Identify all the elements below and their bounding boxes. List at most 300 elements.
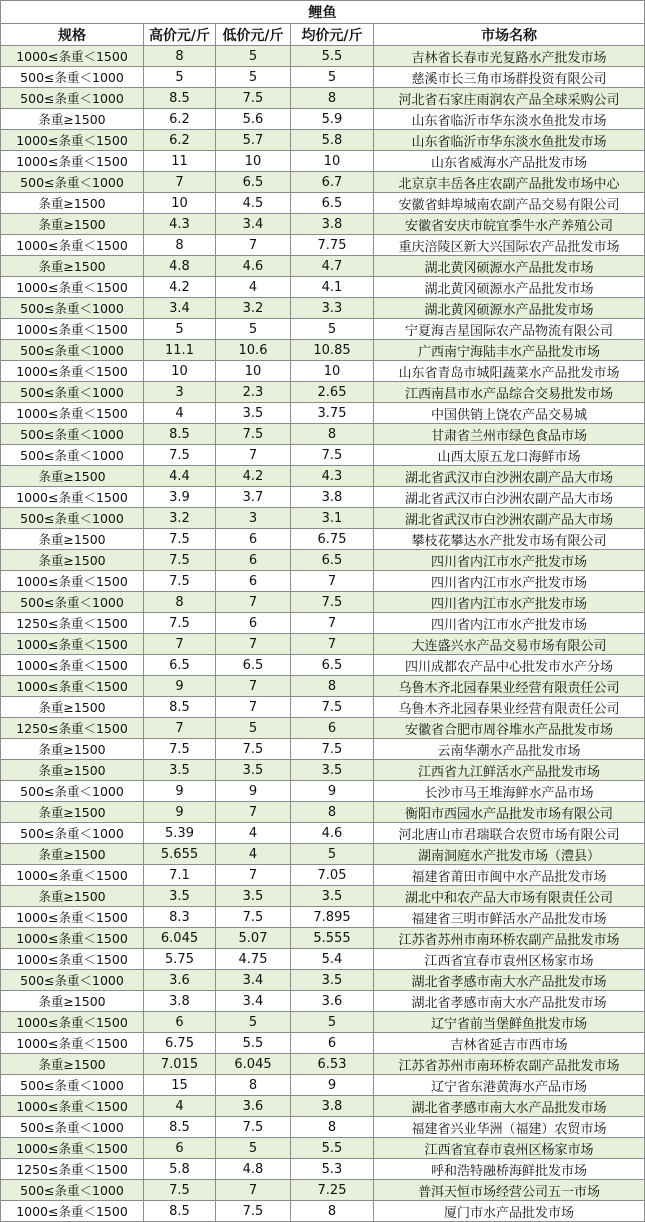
cell-low-price: 4	[216, 823, 291, 844]
cell-spec: 条重≥1500	[1, 760, 144, 781]
table-row	[1, 991, 645, 1012]
cell-high-price: 8.5	[144, 1117, 216, 1138]
cell-spec: 1000≤条重＜1500	[1, 277, 144, 298]
cell-avg-price: 4.3	[291, 466, 374, 487]
header-avg-price: 均价元/斤	[291, 24, 374, 46]
cell-high-price: 7	[144, 172, 216, 193]
cell-low-price: 10.6	[216, 340, 291, 361]
cell-high-price: 7.5	[144, 571, 216, 592]
cell-market-name: 湖北省武汉市白沙洲农副产品大市场	[374, 508, 645, 529]
table-row	[1, 613, 645, 634]
cell-market-name: 辽宁省东港黄海水产品市场	[374, 1075, 645, 1096]
cell-avg-price: 2.65	[291, 382, 374, 403]
table-row	[1, 445, 645, 466]
cell-high-price: 8	[144, 592, 216, 613]
cell-spec: 500≤条重＜1000	[1, 508, 144, 529]
cell-low-price: 3.5	[216, 760, 291, 781]
cell-spec: 1000≤条重＜1500	[1, 151, 144, 172]
cell-low-price: 4	[216, 277, 291, 298]
cell-spec: 1000≤条重＜1500	[1, 928, 144, 949]
cell-spec: 1000≤条重＜1500	[1, 676, 144, 697]
cell-market-name: 辽宁省前当堡鲜鱼批发市场	[374, 1012, 645, 1033]
cell-market-name: 衡阳市西园水产品批发市场有限公司	[374, 802, 645, 823]
table-row	[1, 844, 645, 865]
cell-low-price: 6.5	[216, 655, 291, 676]
cell-avg-price: 7	[291, 613, 374, 634]
cell-spec: 500≤条重＜1000	[1, 781, 144, 802]
cell-high-price: 9	[144, 802, 216, 823]
table-row	[1, 235, 645, 256]
cell-market-name: 江西南昌市水产品综合交易批发市场	[374, 382, 645, 403]
cell-market-name: 山东省临沂市华东淡水鱼批发市场	[374, 130, 645, 151]
cell-low-price: 5	[216, 319, 291, 340]
cell-low-price: 6.5	[216, 172, 291, 193]
cell-avg-price: 7.05	[291, 865, 374, 886]
cell-avg-price: 5.5	[291, 46, 374, 67]
cell-high-price: 4.3	[144, 214, 216, 235]
cell-high-price: 7.5	[144, 550, 216, 571]
header-spec: 规格	[1, 24, 144, 46]
cell-high-price: 6.2	[144, 109, 216, 130]
cell-spec: 500≤条重＜1000	[1, 67, 144, 88]
cell-high-price: 7.1	[144, 865, 216, 886]
cell-spec: 500≤条重＜1000	[1, 1075, 144, 1096]
cell-low-price: 5.5	[216, 1033, 291, 1054]
cell-spec: 1000≤条重＜1500	[1, 634, 144, 655]
cell-high-price: 4	[144, 1096, 216, 1117]
cell-spec: 500≤条重＜1000	[1, 1180, 144, 1201]
cell-spec: 500≤条重＜1000	[1, 445, 144, 466]
table-row	[1, 151, 645, 172]
cell-spec: 条重≥1500	[1, 466, 144, 487]
cell-high-price: 6.75	[144, 1033, 216, 1054]
table-row	[1, 718, 645, 739]
cell-market-name: 呼和浩特融桥海鲜批发市场	[374, 1159, 645, 1180]
cell-avg-price: 8	[291, 676, 374, 697]
cell-market-name: 安徽省合肥市周谷堆水产品批发市场	[374, 718, 645, 739]
cell-high-price: 5.75	[144, 949, 216, 970]
cell-avg-price: 3.8	[291, 1096, 374, 1117]
cell-high-price: 10	[144, 193, 216, 214]
table-row	[1, 319, 645, 340]
cell-spec: 1250≤条重＜1500	[1, 613, 144, 634]
table-row	[1, 1159, 645, 1180]
cell-avg-price: 3.5	[291, 886, 374, 907]
cell-avg-price: 3.1	[291, 508, 374, 529]
cell-avg-price: 5.5	[291, 1138, 374, 1159]
cell-avg-price: 6.53	[291, 1054, 374, 1075]
cell-market-name: 慈溪市长三角市场群投资有限公司	[374, 67, 645, 88]
cell-high-price: 4.8	[144, 256, 216, 277]
table-row	[1, 634, 645, 655]
table-row	[1, 508, 645, 529]
cell-high-price: 11.1	[144, 340, 216, 361]
table-row	[1, 403, 645, 424]
cell-avg-price: 6	[291, 718, 374, 739]
table-row	[1, 340, 645, 361]
cell-avg-price: 4.6	[291, 823, 374, 844]
cell-market-name: 安徽省蚌埠城南农副产品交易有限公司	[374, 193, 645, 214]
table-row	[1, 88, 645, 109]
cell-spec: 500≤条重＜1000	[1, 424, 144, 445]
cell-high-price: 7.5	[144, 445, 216, 466]
cell-high-price: 3.5	[144, 886, 216, 907]
cell-market-name: 湖北省武汉市白沙洲农副产品大市场	[374, 487, 645, 508]
cell-high-price: 3.6	[144, 970, 216, 991]
cell-high-price: 10	[144, 361, 216, 382]
cell-avg-price: 7.75	[291, 235, 374, 256]
cell-high-price: 3	[144, 382, 216, 403]
cell-low-price: 7	[216, 865, 291, 886]
cell-low-price: 5	[216, 46, 291, 67]
cell-avg-price: 9	[291, 781, 374, 802]
cell-spec: 1000≤条重＜1500	[1, 1033, 144, 1054]
cell-low-price: 7	[216, 592, 291, 613]
cell-market-name: 乌鲁木齐北园春果业经营有限责任公司	[374, 697, 645, 718]
table-row	[1, 823, 645, 844]
cell-high-price: 7.5	[144, 529, 216, 550]
cell-low-price: 3.4	[216, 214, 291, 235]
table-row	[1, 109, 645, 130]
cell-avg-price: 7	[291, 634, 374, 655]
table-title: 鲤鱼	[1, 1, 645, 24]
cell-market-name: 湖北黄冈硕源水产品批发市场	[374, 298, 645, 319]
cell-low-price: 3.4	[216, 970, 291, 991]
table-row	[1, 382, 645, 403]
cell-high-price: 7.5	[144, 1180, 216, 1201]
cell-low-price: 4	[216, 844, 291, 865]
cell-market-name: 湖北黄冈硕源水产品批发市场	[374, 277, 645, 298]
cell-avg-price: 7.5	[291, 445, 374, 466]
cell-avg-price: 8	[291, 1201, 374, 1222]
cell-high-price: 5.39	[144, 823, 216, 844]
cell-avg-price: 5.9	[291, 109, 374, 130]
table-row	[1, 298, 645, 319]
cell-spec: 条重≥1500	[1, 193, 144, 214]
cell-low-price: 3.4	[216, 991, 291, 1012]
cell-high-price: 4	[144, 403, 216, 424]
table-row	[1, 1054, 645, 1075]
cell-low-price: 6	[216, 529, 291, 550]
cell-spec: 500≤条重＜1000	[1, 340, 144, 361]
cell-avg-price: 5	[291, 319, 374, 340]
cell-market-name: 中国供销上饶农产品交易城	[374, 403, 645, 424]
cell-high-price: 8.5	[144, 1201, 216, 1222]
cell-spec: 1000≤条重＜1500	[1, 1012, 144, 1033]
cell-avg-price: 6.5	[291, 655, 374, 676]
cell-low-price: 6	[216, 550, 291, 571]
cell-avg-price: 10	[291, 151, 374, 172]
header-row	[1, 24, 645, 46]
cell-market-name: 四川成都农产品中心批发市水产分场	[374, 655, 645, 676]
table-row	[1, 676, 645, 697]
cell-high-price: 6	[144, 1012, 216, 1033]
cell-market-name: 安徽省安庆市皖宜季牛水产养殖公司	[374, 214, 645, 235]
cell-high-price: 6.5	[144, 655, 216, 676]
cell-low-price: 7.5	[216, 88, 291, 109]
header-low-price: 低价元/斤	[216, 24, 291, 46]
cell-avg-price: 3.3	[291, 298, 374, 319]
cell-avg-price: 5	[291, 67, 374, 88]
cell-spec: 1000≤条重＜1500	[1, 361, 144, 382]
cell-low-price: 2.3	[216, 382, 291, 403]
table-row	[1, 571, 645, 592]
cell-spec: 1000≤条重＜1500	[1, 319, 144, 340]
cell-market-name: 云南华潮水产品批发市场	[374, 739, 645, 760]
cell-market-name: 甘肃省兰州市绿色食品市场	[374, 424, 645, 445]
cell-avg-price: 3.8	[291, 214, 374, 235]
cell-spec: 条重≥1500	[1, 1054, 144, 1075]
cell-low-price: 7.5	[216, 1201, 291, 1222]
cell-spec: 1000≤条重＜1500	[1, 1096, 144, 1117]
cell-avg-price: 5.3	[291, 1159, 374, 1180]
cell-market-name: 湖北省孝感市南大水产品批发市场	[374, 1096, 645, 1117]
cell-spec: 500≤条重＜1000	[1, 298, 144, 319]
cell-spec: 1000≤条重＜1500	[1, 130, 144, 151]
cell-high-price: 11	[144, 151, 216, 172]
table-row	[1, 865, 645, 886]
cell-low-price: 7	[216, 235, 291, 256]
cell-high-price: 3.9	[144, 487, 216, 508]
cell-low-price: 3.5	[216, 403, 291, 424]
cell-avg-price: 3.8	[291, 487, 374, 508]
cell-low-price: 5.6	[216, 109, 291, 130]
cell-low-price: 7	[216, 1180, 291, 1201]
cell-market-name: 湖北省孝感市南大水产品批发市场	[374, 970, 645, 991]
table-row	[1, 172, 645, 193]
cell-high-price: 8.5	[144, 424, 216, 445]
table-row	[1, 1180, 645, 1201]
table-row	[1, 802, 645, 823]
cell-high-price: 3.5	[144, 760, 216, 781]
table-row	[1, 1075, 645, 1096]
cell-avg-price: 4.1	[291, 277, 374, 298]
cell-avg-price: 10.85	[291, 340, 374, 361]
cell-high-price: 7	[144, 718, 216, 739]
cell-market-name: 吉林省延吉市西市场	[374, 1033, 645, 1054]
cell-low-price: 3.6	[216, 1096, 291, 1117]
table-row	[1, 424, 645, 445]
cell-high-price: 8.5	[144, 697, 216, 718]
cell-market-name: 攀枝花攀达水产批发市场有限公司	[374, 529, 645, 550]
cell-low-price: 4.2	[216, 466, 291, 487]
cell-low-price: 4.8	[216, 1159, 291, 1180]
cell-spec: 1000≤条重＜1500	[1, 865, 144, 886]
cell-market-name: 江苏省苏州市南环桥农副产品批发市场	[374, 1054, 645, 1075]
cell-spec: 条重≥1500	[1, 886, 144, 907]
cell-market-name: 北京京丰岳各庄农副产品批发市场中心	[374, 172, 645, 193]
cell-avg-price: 5	[291, 1012, 374, 1033]
cell-high-price: 6	[144, 1138, 216, 1159]
cell-low-price: 5	[216, 718, 291, 739]
cell-avg-price: 7	[291, 571, 374, 592]
cell-low-price: 7	[216, 802, 291, 823]
cell-spec: 500≤条重＜1000	[1, 88, 144, 109]
cell-spec: 500≤条重＜1000	[1, 970, 144, 991]
cell-low-price: 3.7	[216, 487, 291, 508]
cell-high-price: 7.5	[144, 739, 216, 760]
cell-low-price: 5	[216, 1138, 291, 1159]
cell-low-price: 7.5	[216, 424, 291, 445]
cell-market-name: 重庆涪陵区新大兴国际农产品批发市场	[374, 235, 645, 256]
cell-high-price: 3.4	[144, 298, 216, 319]
cell-low-price: 10	[216, 361, 291, 382]
header-high-price: 高价元/斤	[144, 24, 216, 46]
cell-high-price: 8.3	[144, 907, 216, 928]
table-row	[1, 193, 645, 214]
cell-low-price: 5	[216, 67, 291, 88]
cell-high-price: 3.2	[144, 508, 216, 529]
cell-avg-price: 7.5	[291, 592, 374, 613]
title-row	[1, 1, 645, 24]
cell-high-price: 4.4	[144, 466, 216, 487]
table-row	[1, 550, 645, 571]
cell-spec: 1000≤条重＜1500	[1, 949, 144, 970]
cell-high-price: 8	[144, 235, 216, 256]
cell-avg-price: 6.7	[291, 172, 374, 193]
cell-avg-price: 3.6	[291, 991, 374, 1012]
cell-spec: 1000≤条重＜1500	[1, 235, 144, 256]
cell-spec: 500≤条重＜1000	[1, 172, 144, 193]
cell-market-name: 湖南洞庭水产批发市场（澧县）	[374, 844, 645, 865]
cell-low-price: 5	[216, 1012, 291, 1033]
cell-high-price: 3.8	[144, 991, 216, 1012]
cell-market-name: 福建省莆田市闽中水产品批发市场	[374, 865, 645, 886]
table-row	[1, 949, 645, 970]
cell-avg-price: 6.75	[291, 529, 374, 550]
header-market-name: 市场名称	[374, 24, 645, 46]
cell-low-price: 3.5	[216, 886, 291, 907]
table-row	[1, 886, 645, 907]
cell-high-price: 5	[144, 67, 216, 88]
cell-spec: 条重≥1500	[1, 550, 144, 571]
cell-high-price: 5.8	[144, 1159, 216, 1180]
cell-avg-price: 3.5	[291, 760, 374, 781]
cell-spec: 条重≥1500	[1, 256, 144, 277]
cell-market-name: 吉林省长春市光复路水产批发市场	[374, 46, 645, 67]
cell-avg-price: 8	[291, 88, 374, 109]
cell-spec: 1000≤条重＜1500	[1, 907, 144, 928]
table-row	[1, 487, 645, 508]
cell-market-name: 普洱天恒市场经营公司五一市场	[374, 1180, 645, 1201]
cell-low-price: 10	[216, 151, 291, 172]
cell-market-name: 四川省内江市水产批发市场	[374, 571, 645, 592]
table-row	[1, 67, 645, 88]
cell-market-name: 湖北省孝感市南大水产品批发市场	[374, 991, 645, 1012]
cell-high-price: 4.2	[144, 277, 216, 298]
table-row	[1, 466, 645, 487]
cell-low-price: 4.75	[216, 949, 291, 970]
cell-high-price: 15	[144, 1075, 216, 1096]
cell-spec: 500≤条重＜1000	[1, 592, 144, 613]
cell-high-price: 7	[144, 634, 216, 655]
cell-low-price: 9	[216, 781, 291, 802]
cell-spec: 条重≥1500	[1, 991, 144, 1012]
cell-low-price: 7	[216, 445, 291, 466]
cell-spec: 1250≤条重＜1500	[1, 1159, 144, 1180]
table-row	[1, 1138, 645, 1159]
cell-spec: 1250≤条重＜1500	[1, 718, 144, 739]
table-row	[1, 655, 645, 676]
table-row	[1, 781, 645, 802]
cell-market-name: 湖北中和农产品大市场有限责任公司	[374, 886, 645, 907]
cell-low-price: 6	[216, 613, 291, 634]
cell-low-price: 7	[216, 697, 291, 718]
cell-low-price: 8	[216, 1075, 291, 1096]
cell-avg-price: 6	[291, 1033, 374, 1054]
cell-spec: 条重≥1500	[1, 529, 144, 550]
cell-low-price: 7.5	[216, 907, 291, 928]
cell-avg-price: 5.4	[291, 949, 374, 970]
cell-spec: 1000≤条重＜1500	[1, 1138, 144, 1159]
cell-market-name: 江苏省苏州市南环桥农副产品批发市场	[374, 928, 645, 949]
cell-low-price: 5.7	[216, 130, 291, 151]
cell-avg-price: 10	[291, 361, 374, 382]
cell-spec: 1000≤条重＜1500	[1, 403, 144, 424]
cell-market-name: 福建省三明市鲜活水产品批发市场	[374, 907, 645, 928]
cell-spec: 500≤条重＜1000	[1, 382, 144, 403]
cell-low-price: 4.6	[216, 256, 291, 277]
table-row	[1, 928, 645, 949]
cell-market-name: 河北省石家庄雨润农产品全球采购公司	[374, 88, 645, 109]
cell-avg-price: 4.7	[291, 256, 374, 277]
cell-avg-price: 8	[291, 424, 374, 445]
cell-market-name: 河北唐山市君瑞联合农贸市场有限公司	[374, 823, 645, 844]
table-row	[1, 907, 645, 928]
cell-market-name: 江西省九江鲜活水产品批发市场	[374, 760, 645, 781]
cell-avg-price: 5.555	[291, 928, 374, 949]
cell-market-name: 广西南宁海陆丰水产品批发市场	[374, 340, 645, 361]
cell-market-name: 大连盛兴水产品交易市场有限公司	[374, 634, 645, 655]
table-row	[1, 760, 645, 781]
table-body	[1, 46, 645, 1222]
cell-market-name: 厦门市水产品批发市场	[374, 1201, 645, 1222]
cell-market-name: 四川省内江市水产批发市场	[374, 550, 645, 571]
table-row	[1, 1117, 645, 1138]
table-row	[1, 1201, 645, 1222]
cell-avg-price: 6.5	[291, 550, 374, 571]
cell-low-price: 3	[216, 508, 291, 529]
cell-avg-price: 5	[291, 844, 374, 865]
cell-high-price: 5.655	[144, 844, 216, 865]
table-row	[1, 1012, 645, 1033]
table-row	[1, 214, 645, 235]
cell-avg-price: 6.5	[291, 193, 374, 214]
cell-market-name: 山西太原五龙口海鲜市场	[374, 445, 645, 466]
table-row	[1, 592, 645, 613]
cell-spec: 1000≤条重＜1500	[1, 655, 144, 676]
table-row	[1, 361, 645, 382]
cell-avg-price: 3.5	[291, 970, 374, 991]
table-row	[1, 256, 645, 277]
cell-market-name: 山东省临沂市华东淡水鱼批发市场	[374, 109, 645, 130]
cell-market-name: 宁夏海吉星国际农产品物流有限公司	[374, 319, 645, 340]
cell-avg-price: 8	[291, 1117, 374, 1138]
cell-high-price: 7.015	[144, 1054, 216, 1075]
cell-market-name: 四川省内江市水产批发市场	[374, 592, 645, 613]
cell-spec: 500≤条重＜1000	[1, 823, 144, 844]
cell-avg-price: 3.75	[291, 403, 374, 424]
cell-high-price: 8	[144, 46, 216, 67]
cell-market-name: 湖北省武汉市白沙洲农副产品大市场	[374, 466, 645, 487]
cell-low-price: 7.5	[216, 739, 291, 760]
cell-market-name: 江西省宜春市袁州区杨家市场	[374, 949, 645, 970]
table-row	[1, 697, 645, 718]
cell-avg-price: 7.5	[291, 739, 374, 760]
table-row	[1, 1096, 645, 1117]
cell-spec: 条重≥1500	[1, 739, 144, 760]
cell-high-price: 6.2	[144, 130, 216, 151]
